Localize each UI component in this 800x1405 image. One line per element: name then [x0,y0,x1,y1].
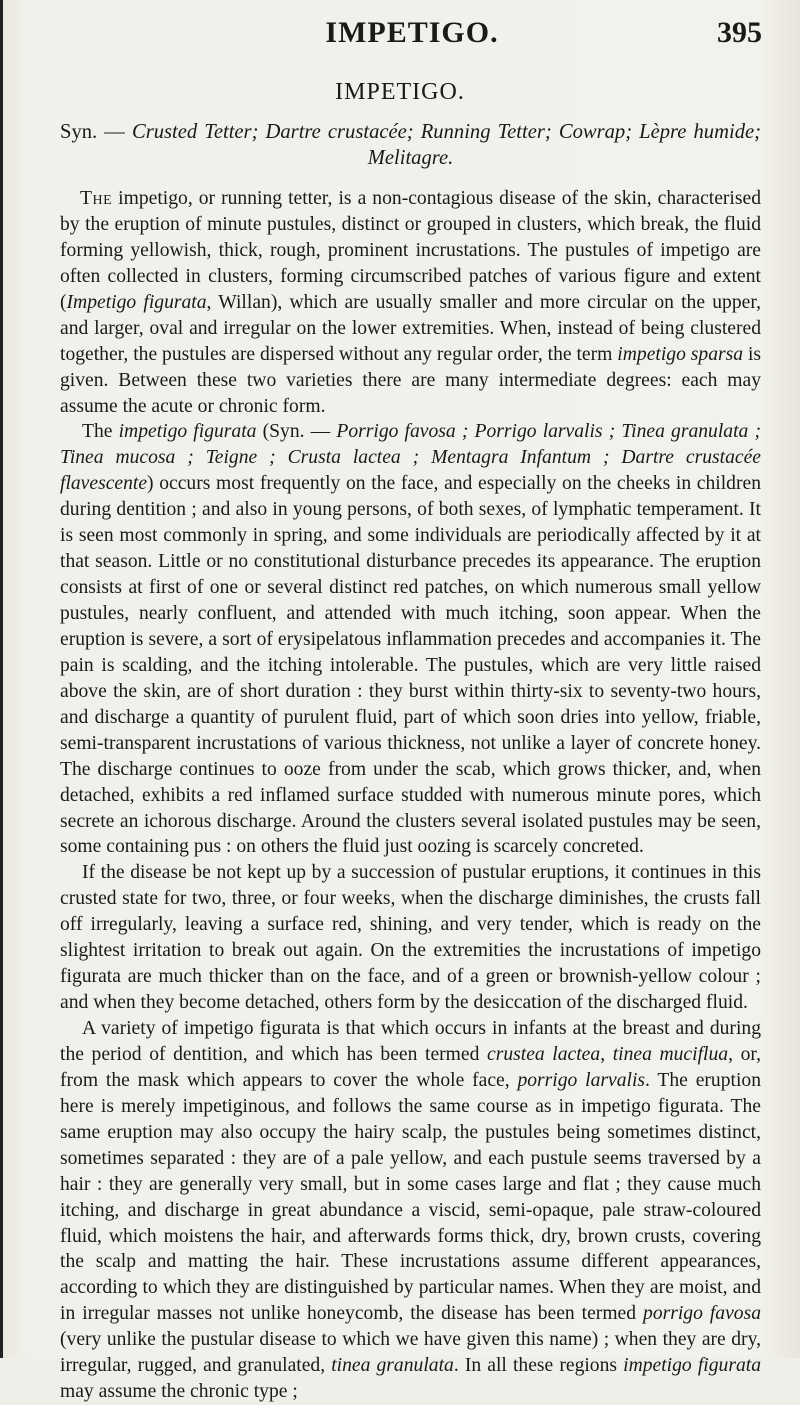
paragraph-4-t4: . The eruption here is merely impetiginous, and follows the same course as in impetigo figurata. The same eruption may also occupy the hairy scalp, the pustules being sometimes distinct, sometimes separated : they are of a pale yellow, and each pustule seems traversed by a hair : they are generally very small, but in some cases large and flat ; they cause much itching, and discharge in great abundance a viscid, semi-opaque, pale straw-coloured fluid, which moistens the hair, and afterwards forms thick, dry, brown crusts, covering the scalp and matting the hair. These incrustations assume different appearances, according to which they are distinguished by particular names. When they are moist, and in irregular masses not unlike honeycomb, the disease has been termed [60,1069,762,1325]
page-number: 395 [717,16,762,49]
page-edge-shadow [0,0,3,1358]
paragraph-4-em1: crustea lactea [487,1043,601,1065]
paragraph-2-t1: The [82,421,119,443]
paragraph-2 [60,419,761,860]
paragraph-4-em6: impetigo figurata [623,1355,761,1377]
paragraph-1-em2: impetigo sparsa [617,343,744,365]
paragraph-1-em1: Impetigo figurata [66,291,207,313]
running-head [62,10,762,50]
paragraph-4-em5: tinea granulata [331,1355,454,1377]
paragraph-1-text: impetigo, or running tetter, is a non-contagious disease of the skin, characterised by the eruption of minute pustules, distinct or grouped in clusters, which break, the fluid forming yellowish, thick, rough, prominent incrustations. The pustules of impetigo are often collected in clusters, forming circumscribed patches of various figure and extent ( [60,188,761,313]
paragraph-2-t3: ) occurs most frequently on the face, and especially on the cheeks in children during dentition ; and also in young persons, of both sexes, of lymphatic temperament. It is seen most commonly in spring, and some individuals are periodically affected by it at that season. Little or no constitutional disturbance precedes its appearance. The eruption consists at first of one or several distinct red patches, on which numerous small yellow pustules, nearly confluent, and attended with much itching, soon appear. When the eruption is severe, a sort of erysipelatous inflammation precedes and accompanies it. The pain is scalding, and the itching intolerable. The pustules, which are very little raised above the skin, are of short duration : they burst within thirty-six to seventy-two hours, and discharge a quantity of purulent fluid, part of which soon dries into yellow, friable, semi-transparent incrustations of various thickness, not unlike a layer of concrete honey. The discharge continues to ooze from under the scab, which grows thicker, and, when detached, exhibits a red inflamed surface studded with numerous minute pores, which secrete an ichorous discharge. Around the clusters several isolated pustules may be seen, some containing pus : on others the fluid just oozing is scarcely concreted. [60,473,761,858]
paragraph-4 [60,1016,761,1405]
paragraph-4-t3: , or, from the mask which appears to cover the whole face, [60,1043,762,1091]
paragraph-4-t7: may assume the chronic type ; [60,1381,298,1403]
paragraph-4-em2: tinea muciflua [612,1043,729,1065]
paragraph-4-t6: . In all these regions [453,1355,624,1377]
paragraph-1-lead: The [80,188,113,209]
paragraph-1-text2: , Willan), which are usually smaller and more circular on the upper, and larger, oval and irregular on the lower extremities. When, instead of being clustered together, the pustules are dispersed without any regular order, the term [60,291,761,365]
paragraph-2-t2: (Syn. — [256,421,337,443]
section-heading: IMPETIGO. [335,79,465,105]
paragraph-2-em2: Porrigo favosa ; Porrigo larvalis ; Tinea granulata ; Tinea mucosa ; Teigne ; Crusta lactea ; Mentagra Infantum ; Dartre crustacée flavescente [60,421,761,495]
paragraph-3: If the disease be not kept up by a succession of pustular eruptions, it continues in this crusted state for two, three, or four weeks, when the discharge diminishes, the crusts fall off irregularly, leaving a surface red, shining, and very tender, which is ready on the slightest irritation to break out again. On the extremities the incrustations of impetigo figurata are much thicker than on the face, and of a green or brownish-yellow colour ; and when they become detached, others form by the desiccation of the discharged fluid. [60,862,761,1014]
synonyms-line [60,119,761,171]
paragraph-4-em4: porrigo favosa [643,1303,762,1325]
paragraph-2-em1: impetigo figurata [118,421,257,443]
paragraph-1-text3: is given. Between these two varieties there are many intermediate degrees: each may assume the acute or chronic form. [60,343,762,417]
paragraph-4-em3: porrigo larvalis [517,1069,646,1091]
body-text [60,186,761,1405]
paragraph-4-t1: A variety of impetigo figurata is that which occurs in infants at the breast and during the period of dentition, and which has been termed [60,1018,761,1065]
paragraph-4-t2: , [600,1043,613,1065]
running-head-title: IMPETIGO. [325,16,499,49]
synonyms-names: Crusted Tetter; Dartre crustacée; Running Tetter; Cowrap; Lèpre humide; Melitagre. [131,121,761,169]
paragraph-1 [60,186,761,419]
paragraph-4-t5: (very unlike the pustular disease to which we have given this name) ; when they are dry, irregular, rugged, and granulated, [60,1329,761,1377]
synonyms-label: Syn. — [60,121,125,143]
